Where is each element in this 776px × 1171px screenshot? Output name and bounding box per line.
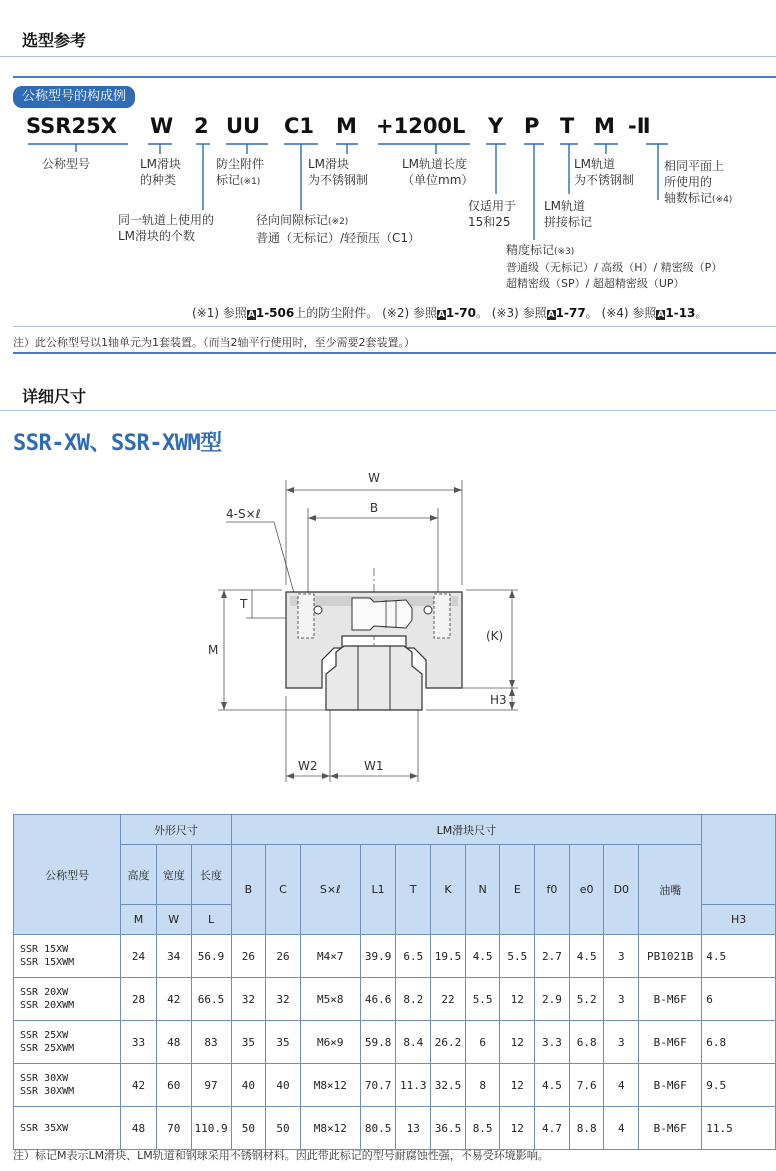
divider [13, 76, 776, 78]
cell-model: SSR 35XW [14, 1107, 121, 1150]
cell-W: 60 [156, 1064, 191, 1107]
cell-K: 32.5 [431, 1064, 466, 1107]
col-T: T [396, 845, 431, 935]
cell-N: 5.5 [465, 978, 500, 1021]
cell-model: SSR 20XW SSR 20XWM [14, 978, 121, 1021]
cell-G: B-M6F [639, 1064, 702, 1107]
col-C: C [266, 845, 301, 935]
col-W: W [156, 905, 191, 935]
cell-S: M8×12 [300, 1064, 360, 1107]
col-K: K [431, 845, 466, 935]
dim-T: T [240, 597, 248, 611]
model-part: C1 [284, 114, 315, 138]
cell-B: 40 [231, 1064, 266, 1107]
cell-B: 32 [231, 978, 266, 1021]
cell-W: 42 [156, 978, 191, 1021]
col-N: N [465, 845, 500, 935]
cell-D0: 3 [604, 935, 639, 978]
label-seal: 防尘附件 标记(※1) [216, 157, 265, 187]
cell-L: 56.9 [191, 935, 231, 978]
col-H3: H3 [702, 905, 776, 935]
cell-H3: 6.8 [702, 1021, 776, 1064]
section-title-dimensions: 详细尺寸 [22, 387, 87, 406]
cell-E: 5.5 [500, 935, 535, 978]
dim-W2: W2 [298, 759, 318, 773]
header-width: 宽度 [156, 845, 191, 905]
cell-f0: 2.9 [535, 978, 570, 1021]
label-stainless-rail: LM轨道 为不锈钢制 [574, 157, 635, 187]
cell-T: 8.2 [396, 978, 431, 1021]
header-nominal: 公称型号 [14, 815, 121, 935]
cell-H3: 11.5 [702, 1107, 776, 1150]
cell-L1: 39.9 [360, 935, 396, 978]
cell-M: 28 [121, 978, 157, 1021]
cell-model: SSR 30XW SSR 30XWM [14, 1064, 121, 1107]
label-clearance: 径向间隙标记(※2) 普通（无标记）/轻预压（C1） [256, 213, 421, 245]
cell-C: 32 [266, 978, 301, 1021]
cell-M: 48 [121, 1107, 157, 1150]
model-part: P [524, 114, 540, 138]
col-D0: D0 [604, 845, 639, 935]
dim-S: 4-S×ℓ [226, 507, 261, 521]
divider [13, 352, 776, 354]
cell-T: 13 [396, 1107, 431, 1150]
cell-T: 8.4 [396, 1021, 431, 1064]
dim-W1: W1 [364, 759, 384, 773]
table-row [14, 1064, 776, 1107]
cell-N: 4.5 [465, 935, 500, 978]
model-part: Y [488, 114, 504, 138]
cell-e0: 4.5 [569, 935, 604, 978]
cell-L: 110.9 [191, 1107, 231, 1150]
composition-badge: 公称型号的构成例 [13, 86, 135, 108]
label-butt-joint: LM轨道 拼接标记 [544, 199, 593, 229]
label-stainless-block: LM滑块 为不锈钢制 [308, 157, 369, 187]
col-grease: 油嘴 [639, 845, 702, 935]
cell-W: 70 [156, 1107, 191, 1150]
cell-G: PB1021B [639, 935, 702, 978]
cell-G: B-M6F [639, 1021, 702, 1064]
cell-M: 42 [121, 1064, 157, 1107]
model-part: W [150, 114, 174, 138]
col-L: L [191, 905, 231, 935]
header-block: LM滑块尺寸 [231, 815, 702, 845]
cell-L: 83 [191, 1021, 231, 1064]
cell-e0: 7.6 [569, 1064, 604, 1107]
cell-K: 22 [431, 978, 466, 1021]
cell-H3: 6 [702, 978, 776, 1021]
table-row [14, 978, 776, 1021]
col-f0: f0 [535, 845, 570, 935]
table-row [14, 935, 776, 978]
cell-S: M4×7 [300, 935, 360, 978]
cell-L1: 46.6 [360, 978, 396, 1021]
cell-e0: 8.8 [569, 1107, 604, 1150]
model-part: T [560, 114, 575, 138]
composition-note: 注）此公称型号以1轴单元为1套装置。（而当2轴平行使用时，至少需要2套装置。） [13, 336, 415, 349]
cell-N: 6 [465, 1021, 500, 1064]
dim-K: (K) [486, 629, 504, 643]
dim-W: W [368, 471, 380, 485]
header-height: 高度 [121, 845, 157, 905]
cell-G: B-M6F [639, 1107, 702, 1150]
label-rail-length: LM轨道长度 （单位mm） [402, 157, 474, 187]
cell-L: 66.5 [191, 978, 231, 1021]
cell-K: 19.5 [431, 935, 466, 978]
cell-model: SSR 15XW SSR 15XWM [14, 935, 121, 978]
cell-L1: 59.8 [360, 1021, 396, 1064]
label-axes: 相同平面上 所使用的 轴数标记(※4) [664, 159, 733, 205]
model-part: UU [226, 114, 261, 138]
model-part: -Ⅱ [628, 114, 651, 138]
dim-B: B [369, 501, 379, 515]
col-L1: L1 [360, 845, 396, 935]
table-row [14, 1107, 776, 1150]
cell-L1: 80.5 [360, 1107, 396, 1150]
table-row [14, 1021, 776, 1064]
col-M: M [121, 905, 157, 935]
reference-notes: (※1) 参照A1-506上的防尘附件。 (※2) 参照A1-70。 (※3) 参照A1-77。 (※4) 参照A1-13。 [192, 306, 708, 320]
col-E: E [500, 845, 535, 935]
cell-B: 35 [231, 1021, 266, 1064]
cell-B: 50 [231, 1107, 266, 1150]
cell-D0: 3 [604, 978, 639, 1021]
header-length: 长度 [191, 845, 231, 905]
cell-T: 11.3 [396, 1064, 431, 1107]
cell-N: 8.5 [465, 1107, 500, 1150]
cell-C: 26 [266, 935, 301, 978]
cell-W: 34 [156, 935, 191, 978]
cell-K: 36.5 [431, 1107, 466, 1150]
header-empty [702, 815, 776, 905]
cell-E: 12 [500, 1064, 535, 1107]
cell-f0: 4.5 [535, 1064, 570, 1107]
cell-f0: 2.7 [535, 935, 570, 978]
cell-M: 33 [121, 1021, 157, 1064]
cell-model: SSR 25XW SSR 25XWM [14, 1021, 121, 1064]
cell-D0: 4 [604, 1107, 639, 1150]
cell-C: 40 [266, 1064, 301, 1107]
cell-e0: 6.8 [569, 1021, 604, 1064]
label-block-count: 同一轨道上使用的 LM滑块的个数 [118, 213, 215, 243]
col-e0: e0 [569, 845, 604, 935]
label-block-type: LM滑块 的种类 [140, 157, 182, 187]
cell-H3: 9.5 [702, 1064, 776, 1107]
label-nominal: 公称型号 [42, 157, 91, 171]
cell-C: 50 [266, 1107, 301, 1150]
col-S: S×ℓ [300, 845, 360, 935]
header-outer: 外形尺寸 [121, 815, 231, 845]
col-B: B [231, 845, 266, 935]
cell-B: 26 [231, 935, 266, 978]
section-title-selection: 选型参考 [22, 31, 87, 50]
label-only-for: 仅适用于 15和25 [468, 199, 517, 229]
dimension-table [13, 814, 776, 1150]
model-part: SSR25X [26, 114, 117, 138]
model-title: SSR-XW、SSR-XWM型 [13, 431, 222, 456]
cell-f0: 4.7 [535, 1107, 570, 1150]
cell-K: 26.2 [431, 1021, 466, 1064]
model-part: M [594, 114, 615, 138]
cell-D0: 4 [604, 1064, 639, 1107]
model-part: +1200L [376, 114, 466, 138]
cell-W: 48 [156, 1021, 191, 1064]
cell-G: B-M6F [639, 978, 702, 1021]
cell-H3: 4.5 [702, 935, 776, 978]
cross-section-drawing [190, 460, 530, 790]
cell-D0: 3 [604, 1021, 639, 1064]
cell-T: 6.5 [396, 935, 431, 978]
cell-N: 8 [465, 1064, 500, 1107]
cell-E: 12 [500, 978, 535, 1021]
cell-e0: 5.2 [569, 978, 604, 1021]
model-part: 2 [194, 114, 209, 138]
divider [0, 410, 776, 411]
cell-M: 24 [121, 935, 157, 978]
cell-S: M5×8 [300, 978, 360, 1021]
cell-C: 35 [266, 1021, 301, 1064]
model-part: M [336, 114, 357, 138]
cell-S: M6×9 [300, 1021, 360, 1064]
cell-L: 97 [191, 1064, 231, 1107]
dim-H3: H3 [490, 693, 507, 707]
cell-L1: 70.7 [360, 1064, 396, 1107]
divider [13, 326, 776, 327]
label-accuracy: 精度标记(※3) 普通级（无标记）/ 高级（H）/ 精密级（P） 超精密级（SP）/ 超超精密级（UP） [506, 243, 723, 290]
cell-E: 12 [500, 1021, 535, 1064]
table-note: 注）标记M表示LM滑块、LM轨道和钢球采用不锈钢材料。因此带此标记的型号耐腐蚀性强，不易受环境影响。 [13, 1149, 549, 1162]
cell-f0: 3.3 [535, 1021, 570, 1064]
cell-S: M8×12 [300, 1107, 360, 1150]
divider [0, 56, 776, 57]
cell-E: 12 [500, 1107, 535, 1150]
dim-M: M [208, 643, 219, 657]
